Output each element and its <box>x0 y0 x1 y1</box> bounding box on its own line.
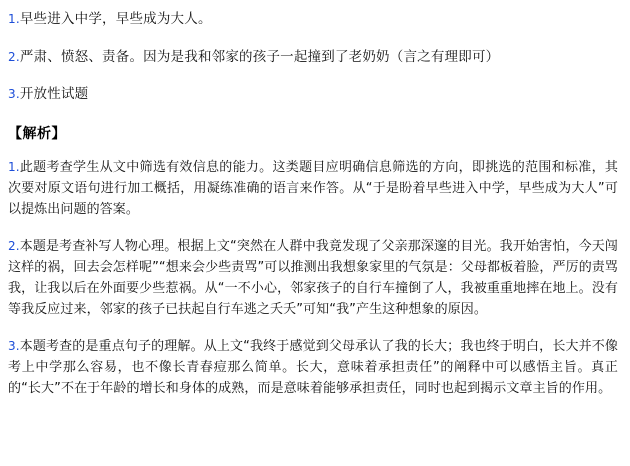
answers-section <box>0 0 630 105</box>
analysis-text: 本题考查的是重点句子的理解。从上文“我终于感觉到父母承认了我的长大；我也终于明白，长大并不像考上中学那么容易，也不像长青春痘那么简单。长大，意味着承担责任”的阐释中可以感悟主旨。真正的“长大”不在于年龄的增长和身体的成熟，而是意味着能够承担责任，同时也起到揭示文章主旨的作用。 <box>8 339 618 397</box>
answer-number: 2. <box>8 49 20 64</box>
answer-line <box>8 48 616 68</box>
answer-text: 早些进入中学，早些成为大人。 <box>19 11 212 27</box>
analysis-paragraph <box>8 157 618 220</box>
answer-number: 1. <box>8 12 20 26</box>
analysis-text: 此题考查学生从文中筛选有效信息的能力。这类题目应明确信息筛选的方向，即挑选的范围和标准，其次要对原文语句进行加工概括，用凝练准确的语言来作答。从“于是盼着早些进入中学，早些成为大人”可以提炼出问题的答案。 <box>8 159 618 217</box>
analysis-paragraph <box>8 336 618 399</box>
analysis-number: 1. <box>8 159 20 174</box>
analysis-section <box>0 157 630 399</box>
answer-text: 严肃、愤怒、责备。因为是我和邻家的孩子一起撞到了老奶奶（言之有理即可） <box>19 48 500 65</box>
answer-number: 3. <box>8 87 20 102</box>
answer-line <box>8 85 616 105</box>
analysis-number: 3. <box>8 339 20 354</box>
analysis-text: 本题是考查补写人物心理。根据上文“突然在人群中我竟发现了父亲那深邃的目光。我开始害怕，今天闯这样的祸，回去会怎样呢”“想来会少些责骂”可以推测出我想象家里的气氛是：父母都板着脸，严厉的责骂我，让我以后在外面要少些惹祸。从“一不小心，邻家孩子的自行车撞倒了人，我被重重地摔在地上。没有等我反应过来，邻家的孩子已扶起自行车逃之夭夭”可知“我”产生这种想象的原因。 <box>8 238 619 317</box>
answer-line <box>8 10 616 30</box>
analysis-heading: 【解析】 <box>8 125 66 142</box>
analysis-paragraph <box>8 236 618 320</box>
analysis-number: 2. <box>8 238 20 253</box>
answer-text: 开放性试题 <box>19 86 89 103</box>
